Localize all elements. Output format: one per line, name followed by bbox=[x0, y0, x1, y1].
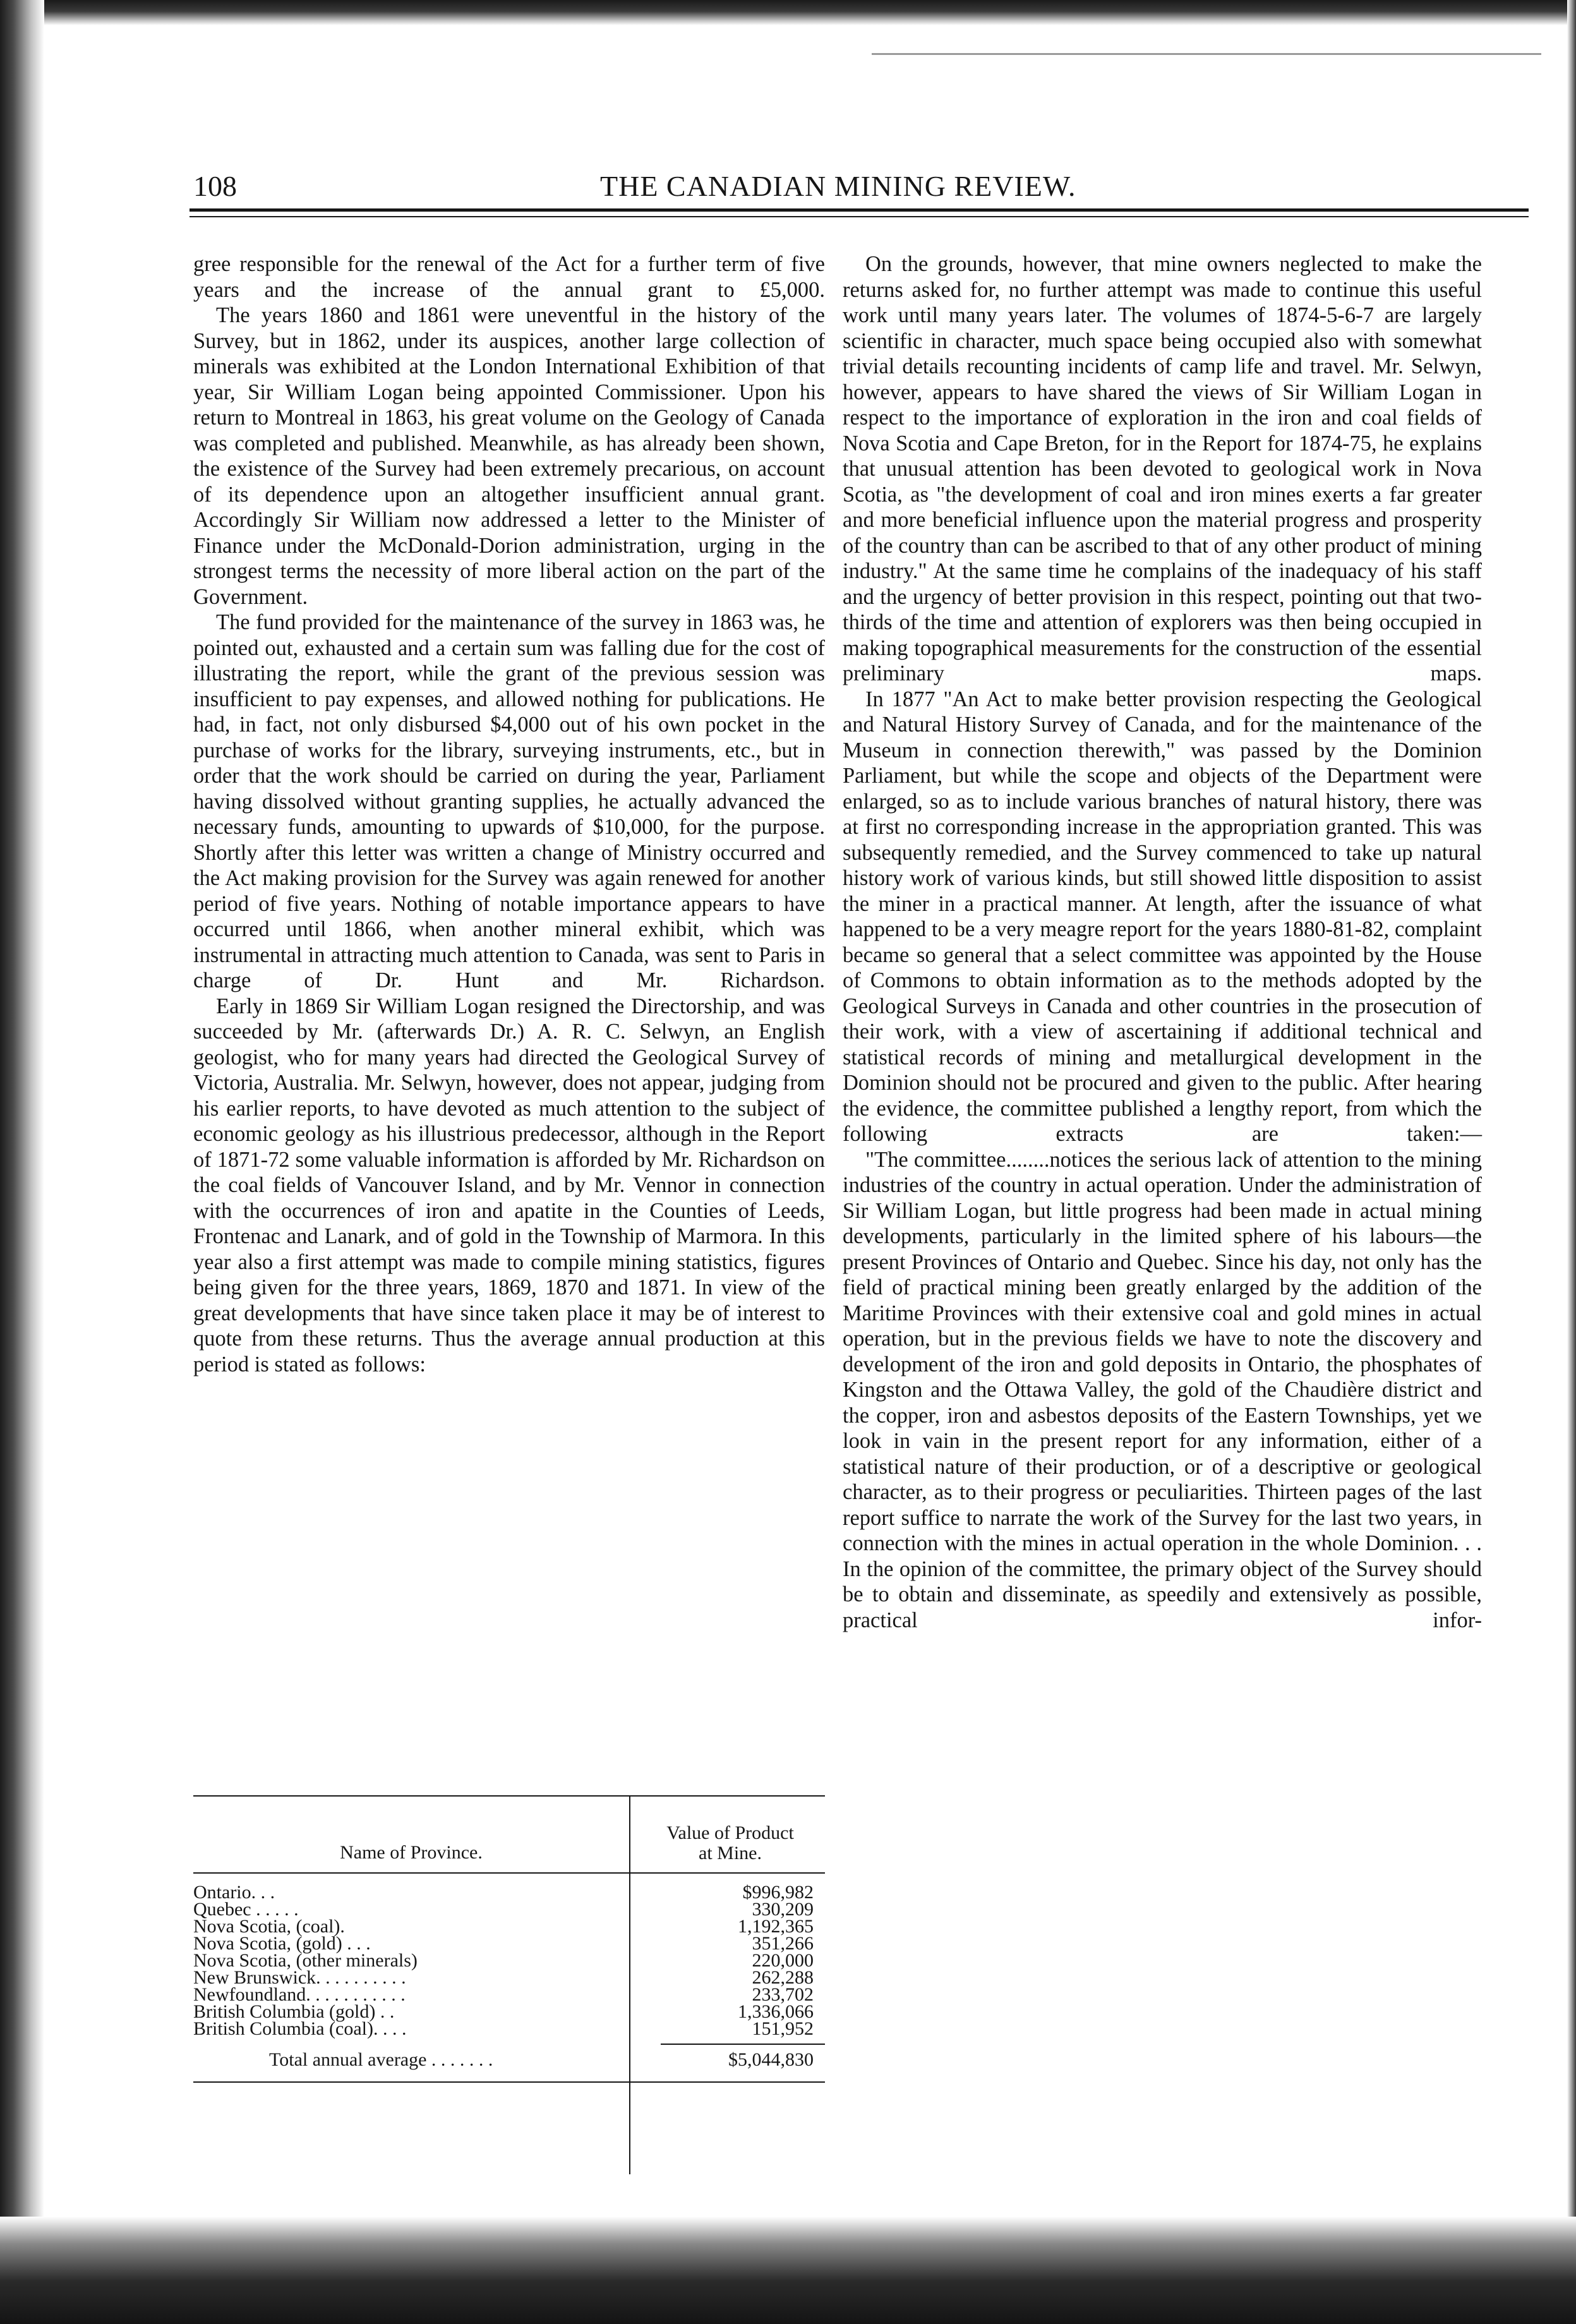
province-name: New Brunswick. . . . . . . . . . bbox=[193, 1967, 406, 1988]
production-table bbox=[193, 1795, 825, 2083]
province-name: Quebec . . . . . bbox=[193, 1899, 299, 1920]
product-value: 220,000 bbox=[752, 1950, 814, 1971]
table-row bbox=[193, 1969, 825, 1986]
scan-edge-top bbox=[0, 0, 1576, 25]
paragraph: In 1877 "An Act to make better provision respecting the Geological and Natural History Survey of Canada, and for the maintenance of the Museum in connection therewith," was passed by the Dominion Parliament, but while the scope and objects of the Department were enlarged, so as to include various branches of natural history, there was at first no corresponding increase in the appropriation granted. This was subsequently remedied, and the Survey commenced to take up natural history work of various kinds, but still showed little disposition to assist the miner in a practical manner. At length, after the issuance of what happened to be a very meagre report for the years 1880-81-82, complaint became so general that a select committee was appointed by the House of Commons to obtain information as to the methods adopted by the Geological Surveys in Canada and other countries in the prosecution of their work, with a view of ascertaining if additional technical and statistical records of mining and metallurgical development in the Dominion should not be procured and given to the public. After hearing the evidence, the committee published a lengthy report, from which the following extracts are taken:— bbox=[843, 687, 1482, 1146]
total-label: Total annual average . . . . . . . bbox=[269, 2049, 493, 2070]
column-header-value bbox=[635, 1823, 825, 1863]
table-body bbox=[193, 1884, 825, 2037]
table-row bbox=[193, 1918, 825, 1935]
product-value: $996,982 bbox=[742, 1882, 814, 1903]
table-rule-bottom bbox=[193, 2081, 825, 2083]
paragraph: "The committee........notices the serious lack of attention to the mining industries of the country in actual operation. Under the administration of Sir William Logan, but little progress had been made in actual mining developments, particularly in the limited sphere of his labours—the present Provinces of Ontario and Quebec. Since his day, not only has the field of practical mining been greatly enlarged by the addition of the Maritime Provinces with their extensive coal and gold mines in actual operation, but in the previous fields we have to note the discovery and development of the iron and gold deposits in Ontario, the phosphates of Kingston and the Ottawa Valley, the gold of the Chaudière district and the copper, iron and asbestos deposits of the Eastern Townships, yet we look in vain in the present report for any information, either of a statistical nature of their production, or of a descriptive or geological character, as to their progress or peculiarities. Thirteen pages of the last report suffice to narrate the work of the Survey for the last two years, in connection with the mines in actual operation in the whole Dominion. . . bbox=[843, 1147, 1482, 1555]
product-value: 233,702 bbox=[752, 1984, 814, 2005]
table-row bbox=[193, 1901, 825, 1918]
paragraph: In the opinion of the committee, the primary object of the Survey should be to obtain and disseminate, as speedily and extensively as possible, practical infor- bbox=[843, 1556, 1482, 1632]
total-value: $5,044,830 bbox=[728, 2049, 814, 2070]
table-total-row bbox=[193, 2051, 825, 2074]
scan-edge-right bbox=[1567, 0, 1576, 2324]
paragraph: The fund provided for the maintenance of the survey in 1863 was, he pointed out, exhausted and a certain sum was falling due for the cost of illustrating the report, while the grant of the previous session was insufficient to pay expenses, and allowed nothing for publications. He had, in fact, not only disbursed $4,000 out of his own pocket in the purchase of works for the library, surveying instruments, etc., but in order that the work should be carried on during the year, Parliament having dissolved without granting supplies, he actually advanced the necessary funds, amounting to upwards of $10,000, for the purpose. Shortly after this letter was written a change of Ministry occurred and the Act making provision for the Survey was again renewed for another period of five years. Nothing of notable importance appears to have occurred until 1866, when another mineral exhibit, which was instrumental in attracting much attention to Canada, was sent to Paris in charge of Dr. Hunt and Mr. Richardson. bbox=[193, 610, 825, 992]
product-value: 262,288 bbox=[752, 1967, 814, 1988]
left-column bbox=[193, 251, 825, 1377]
product-value: 1,336,066 bbox=[738, 2001, 814, 2022]
province-name: Nova Scotia, (gold) . . . bbox=[193, 1933, 371, 1954]
scan-edge-bottom bbox=[0, 2217, 1576, 2324]
product-value: 1,192,365 bbox=[738, 1916, 814, 1937]
province-name: Ontario. . . bbox=[193, 1882, 275, 1903]
province-name: Nova Scotia, (coal). bbox=[193, 1916, 345, 1937]
header-rule-thin bbox=[189, 216, 1529, 217]
paragraph: gree responsible for the renewal of the Act for a further term of five years and the increase of the annual grant to £5,000. bbox=[193, 252, 825, 302]
table-rule-header bbox=[193, 1872, 825, 1874]
province-name: Newfoundland. . . . . . . . . . . bbox=[193, 1984, 406, 2005]
scan-top-rule bbox=[872, 53, 1541, 55]
table-rule-sum bbox=[661, 2044, 825, 2045]
province-name: British Columbia (gold) . . bbox=[193, 2001, 395, 2022]
province-name: British Columbia (coal). . . . bbox=[193, 2018, 407, 2039]
product-value: 330,209 bbox=[752, 1899, 814, 1920]
running-head: THE CANADIAN MINING REVIEW. bbox=[600, 170, 1076, 202]
column-header-value-line2: at Mine. bbox=[699, 1843, 762, 1863]
province-name: Nova Scotia, (other minerals) bbox=[193, 1950, 418, 1971]
table-row bbox=[193, 2020, 825, 2037]
header-rule bbox=[189, 208, 1529, 212]
page-number: 108 bbox=[193, 170, 237, 202]
product-value: 151,952 bbox=[752, 2018, 814, 2039]
paragraph: The years 1860 and 1861 were uneventful in the history of the Survey, but in 1862, under its auspices, another large collection of minerals was exhibited at the London International Exhibition of that year, Sir William Logan being appointed Commissioner. Upon his return to Montreal in 1863, his great volume on the Geology of Canada was completed and published. Meanwhile, as has already been shown, the existence of the Survey had been extremely precarious, on account of its dependence upon an altogether insufficient annual grant. Accordingly Sir William now addressed a letter to the Minister of Finance under the McDonald-Dorion administration, urging in the strongest terms the necessity of more liberal action on the part of the Government. bbox=[193, 303, 825, 609]
column-header-province: Name of Province. bbox=[340, 1842, 483, 1863]
column-header-value-line1: Value of Product bbox=[666, 1822, 794, 1843]
paragraph: On the grounds, however, that mine owners neglected to make the returns asked for, no further attempt was made to continue this useful work until many years later. The volumes of 1874-5-6-7 are largely scientific in character, much space being occupied also with somewhat trivial details recounting incidents of camp life and travel. Mr. Selwyn, however, appears to have shared the views of Sir William Logan in respect to the importance of exploration in the iron and coal fields of Nova Scotia and Cape Breton, for in the Report for 1874-75, he explains that unusual attention has been devoted to geological work in Nova Scotia, as "the development of coal and iron mines exerts a far greater and more beneficial influence upon the material progress and prosperity of the country than can be ascribed to that of any other product of mining industry." At the same time he complains of the inadequacy of his staff and the urgency of better provision in this respect, pointing out that two-thirds of the time and attention of explorers was then being occupied in making topographical measurements for the construction of the essential preliminary maps. bbox=[843, 252, 1482, 685]
scan-edge-left bbox=[0, 0, 44, 2324]
right-column bbox=[843, 251, 1482, 1633]
table-row bbox=[193, 1935, 825, 1952]
table-row bbox=[193, 1986, 825, 2003]
paragraph: Early in 1869 Sir William Logan resigned the Directorship, and was succeeded by Mr. (afterwards Dr.) A. R. C. Selwyn, an English geologist, who for many years had directed the Geological Survey of Victoria, Australia. Mr. Selwyn, however, does not appear, judging from his earlier reports, to have devoted as much attention to the subject of economic geology as his illustrious predecessor, although in the Report of 1871-72 some valuable information is afforded by Mr. Richardson on the coal fields of Vancouver Island, and by Mr. Vennor in connection with the occurrences of iron and apatite in the Counties of Leeds, Frontenac and Lanark, and of gold in the Township of Marmora. In this year also a first attempt was made to compile mining statistics, figures being given for the three years, 1869, 1870 and 1871. In view of the great developments that have since taken place it may be of interest to quote from these returns. Thus the average annual production at this period is stated as follows: bbox=[193, 994, 825, 1376]
table-row bbox=[193, 1884, 825, 1901]
product-value: 351,266 bbox=[752, 1933, 814, 1954]
table-header bbox=[193, 1797, 825, 1872]
table-row bbox=[193, 1952, 825, 1969]
table-row bbox=[193, 2003, 825, 2020]
